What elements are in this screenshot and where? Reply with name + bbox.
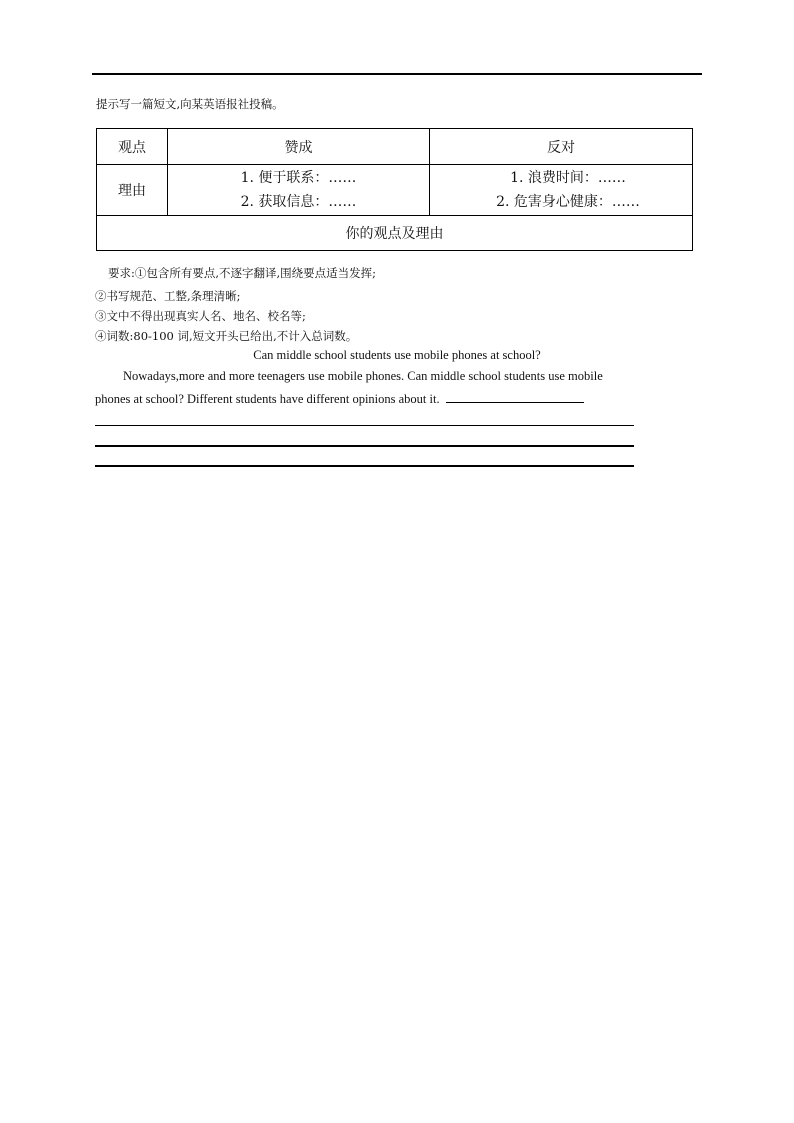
- header-rule: [92, 73, 702, 75]
- requirement-3: ③文中不得出现真实人名、地名、校名等;: [95, 309, 306, 323]
- pro-reason-2: 2. 获取信息：……: [240, 194, 357, 210]
- row-label-reason: 理由: [97, 165, 168, 216]
- con-reasons: [430, 165, 693, 216]
- your-opinion-row: 你的观点及理由: [97, 216, 693, 251]
- writing-prompt: 提示写一篇短文,向某英语报社投稿。: [96, 97, 284, 111]
- pro-reasons: [168, 165, 430, 216]
- answer-blank[interactable]: [446, 390, 584, 403]
- essay-title: Can middle school students use mobile phones at school?: [253, 348, 541, 362]
- writing-line-3[interactable]: [95, 465, 634, 467]
- writing-line-2[interactable]: [95, 445, 634, 447]
- con-reason-2: 2. 危害身心健康：……: [496, 194, 640, 210]
- header-con: 反对: [430, 129, 693, 165]
- header-pro: 赞成: [168, 129, 430, 165]
- essay-opening-line-2: phones at school? Different students have different opinions about it.: [95, 392, 440, 406]
- writing-line-1[interactable]: [95, 425, 634, 426]
- requirement-2: ②书写规范、工整,条理清晰;: [95, 289, 241, 303]
- viewpoint-table: [96, 128, 693, 251]
- requirement-4: ④词数:80-100 词,短文开头已给出,不计入总词数。: [95, 329, 358, 343]
- pro-reason-1: 1. 便于联系：……: [240, 170, 357, 186]
- requirement-1: 要求:①包含所有要点,不逐字翻译,围绕要点适当发挥;: [108, 266, 377, 280]
- con-reason-1: 1. 浪费时间：……: [510, 170, 626, 186]
- essay-opening-line-1: Nowadays,more and more teenagers use mobile phones. Can middle school students use mobile: [123, 369, 603, 383]
- header-viewpoint: 观点: [97, 129, 168, 165]
